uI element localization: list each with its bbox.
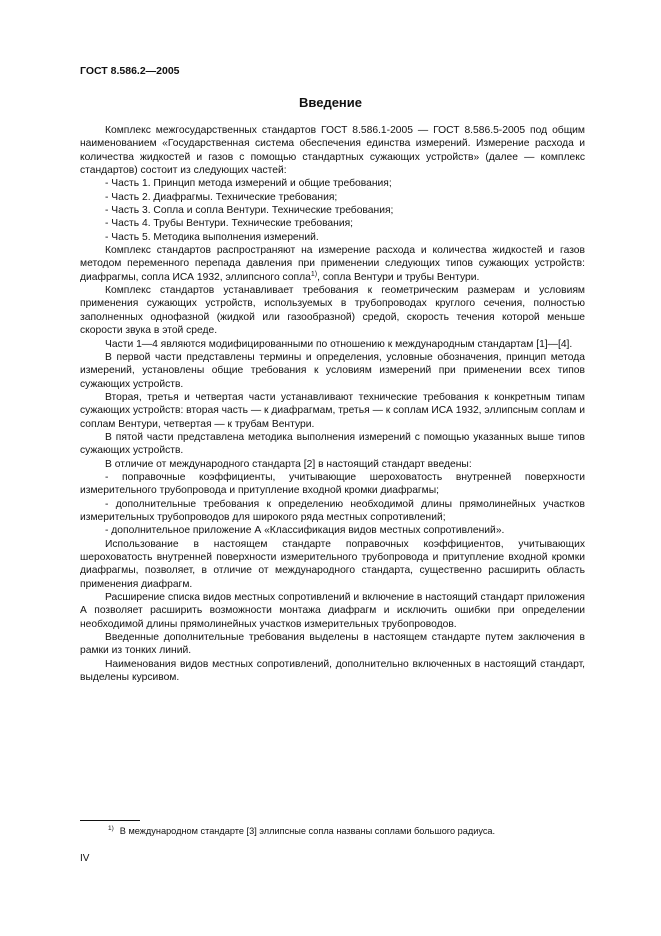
paragraph-usage: Использование в настоящем стандарте поправочных коэффициентов, учитывающих шероховатость внутренней поверхности измерительного трубопровода и притупление входной кромки диафрагмы, позволяет, в отличие от международного стандарта, существенно расширить область применения диафрагм. <box>80 538 585 590</box>
section-title: Введение <box>299 95 362 110</box>
page-number: IV <box>80 853 90 864</box>
paragraph-modified: Части 1—4 являются модифицированными по отношению к международным стандартам [1]—[4]. <box>105 338 573 350</box>
footnote-marker: 1) <box>108 825 114 832</box>
footnote-text: В международном стандарте [3] эллипсные сопла названы соплами большого радиуса. <box>119 826 496 836</box>
list-item-part-2: - Часть 2. Диафрагмы. Технические требования; <box>105 191 338 203</box>
paragraph-scope <box>80 244 585 284</box>
footnote-divider <box>80 820 140 821</box>
introduction-body <box>80 124 585 684</box>
paragraph-part-one: В первой части представлены термины и определения, условные обозначения, принцип метода измерений, установлены общие требования к условиям измерений при применении всех типов сужающих устройств. <box>80 351 585 390</box>
paragraph-italics: Наименования видов местных сопротивлений, дополнительно включенных в настоящий стандарт, выделены курсивом. <box>80 658 585 684</box>
list-item-part-1: - Часть 1. Принцип метода измерений и общие требования; <box>105 178 392 190</box>
list-item-part-3: - Часть 3. Сопла и сопла Вентури. Технические требования; <box>105 205 394 217</box>
list-item-part-4: - Часть 4. Трубы Вентури. Технические требования; <box>105 218 354 230</box>
list-item-appendix: - дополнительное приложение А «Классификация видов местных сопротивлений». <box>105 525 505 537</box>
paragraph-intro: Комплекс межгосударственных стандартов ГОСТ 8.586.1-2005 — ГОСТ 8.586.5-2005 под общим наименованием «Государственная система обеспечения единства измерений. Измерение расхода и количества жидкостей и газов с помощью стандартных сужающих устройств» (далее — комплекс стандартов) состоит из следующих частей: <box>80 125 585 177</box>
paragraph-extension: Расширение списка видов местных сопротивлений и включение в настоящий стандарт приложения А позволяет расширить возможности монтажа диафрагм и исключить ошибки при определении необходимой длины прямолинейных участков измерительных трубопроводов. <box>80 592 585 630</box>
list-item-lengths: - дополнительные требования к определению необходимой длины прямолинейных участков измерительных трубопроводов для широкого ряда местных сопротивлений; <box>80 498 585 523</box>
document-code-header: ГОСТ 8.586.2—2005 <box>80 65 180 77</box>
paragraph-part-five: В пятой части представлена методика выполнения измерений с помощью указанных выше типов сужающих устройств. <box>80 431 585 457</box>
paragraph-scope-text: Комплекс стандартов распространяют на измерение расхода и количества жидкостей и газов методом переменного перепада давления при применении следующих типов сужающих устройств: диафрагмы, сопла ИСА 1932, эллипсного сопла <box>80 245 585 283</box>
list-item-part-5: - Часть 5. Методика выполнения измерений. <box>105 231 319 243</box>
paragraph-frames: Введенные дополнительные требования выделены в настоящем стандарте путем заключения в рамки из тонких линий. <box>80 632 585 657</box>
footnote-reference: 1) <box>310 270 318 278</box>
footnote <box>108 826 495 836</box>
paragraph-differences: В отличие от международного стандарта [2] в настоящий стандарт введены: <box>105 458 472 470</box>
list-item-coefficients: - поправочные коэффициенты, учитывающие шероховатость внутренней поверхности измерительного трубопровода и притупление входной кромки диафрагмы; <box>80 471 585 497</box>
paragraph-scope-tail: , сопла Вентури и трубы Вентури. <box>317 271 480 283</box>
paragraph-requirements: Комплекс стандартов устанавливает требования к геометрическим размерам и условиям применения сужающих устройств, используемых в трубопроводах круглого сечения, полностью заполненных однофазной (жидкой или газообразной) средой, скорость течения которой меньше скорости звука в этой среде. <box>80 285 585 337</box>
paragraph-parts-two-four: Вторая, третья и четвертая части устанавливают технические требования к конкретным типам сужающих устройств: вторая часть — к диафрагмам, третья — к соплам ИСА 1932, эллипсным соплам и соплам Вентури, четвертая — к трубам Вентури. <box>80 391 585 430</box>
